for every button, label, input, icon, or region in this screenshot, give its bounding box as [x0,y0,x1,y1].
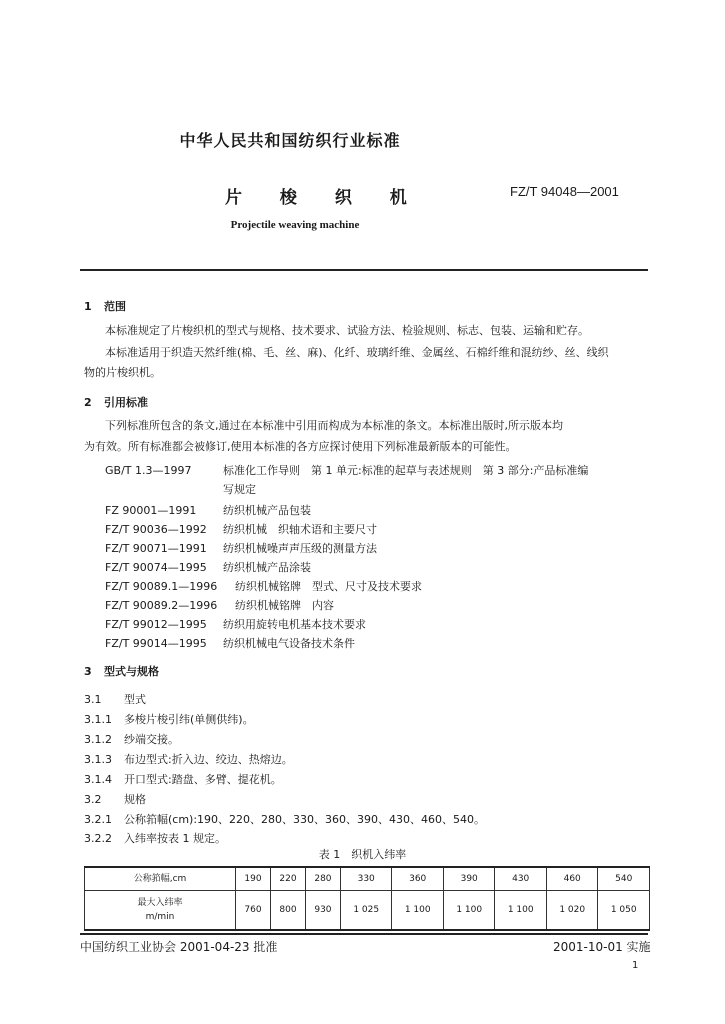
section-title: 型式与规格 [104,665,159,678]
table-cell: 1 100 [495,891,547,931]
reference-title: 纺织机械 织轴术语和主要尺寸 [223,523,377,536]
clause-number: 3.1.1 [84,713,112,726]
section-2-heading [84,394,148,410]
implementation-date: 2001-10-01 实施 [553,940,651,954]
clause-text: 入纬率按表 1 规定。 [124,832,226,845]
table-cell: 540 [598,867,650,891]
reference-title-cont: 写规定 [223,483,256,496]
reference-title: 纺织机械铭牌 型式、尺寸及技术要求 [235,580,422,593]
table-cell: 1 050 [598,891,650,931]
table-cell: 430 [495,867,547,891]
reference-title: 纺织机械电气设备技术条件 [223,637,355,650]
clause-text: 公称筘幅(cm):190、220、280、330、360、390、430、460、540。 [124,813,486,826]
table-cell: 330 [340,867,392,891]
section-title: 范围 [104,300,126,313]
table-row [85,867,650,891]
table-cell: 390 [443,867,495,891]
table-row [85,891,650,931]
table-cell: 190 [236,867,271,891]
reference-code: FZ/T 99012—1995 [105,618,207,631]
table-cell: 1 100 [392,891,444,931]
clause-item [84,830,226,846]
reference-title: 纺织用旋转电机基本技术要求 [223,618,366,631]
clause-text: 型式 [124,693,146,706]
table-cell: 1 020 [546,891,598,931]
clause-number: 3.2.2 [84,832,112,845]
table-cell: 280 [305,867,340,891]
issuing-organization: 中华人民共和国纺织行业标准 [179,131,401,150]
clause-text: 规格 [124,793,146,806]
clause-number: 3.2 [84,793,102,806]
row-header-label: 最大入纬率 [137,898,183,908]
clause-item [84,791,146,807]
reference-title: 纺织机械产品涂装 [223,561,311,574]
row-header-unit: m/min [145,912,175,922]
section-2-paragraph-cont: 为有效。所有标准都会被修订,使用本标准的各方应探讨使用下列标准最新版本的可能性。 [84,440,517,453]
row-header [85,891,236,931]
table-cell: 800 [270,891,305,931]
reference-title: 纺织机械噪声声压级的测量方法 [223,542,377,555]
table-cell: 220 [270,867,305,891]
reference-code: FZ/T 90089.2—1996 [105,599,218,612]
table-cell: 360 [392,867,444,891]
clause-number: 3.1.2 [84,733,112,746]
section-title: 引用标准 [104,396,148,409]
reference-code: FZ/T 99014—1995 [105,637,207,650]
reference-code: FZ/T 90089.1—1996 [105,580,218,593]
english-title: Projectile weaving machine [230,219,360,231]
reference-code: FZ/T 90074—1995 [105,561,207,574]
weft-insertion-table [84,866,650,931]
clause-number: 3.1.4 [84,773,112,786]
table-cell: 460 [546,867,598,891]
clause-item [84,731,179,747]
clause-text: 纱端交接。 [124,733,179,746]
header-divider [80,269,648,271]
reference-code: GB/T 1.3—1997 [105,464,192,477]
section-number: 2 [84,396,92,409]
clause-text: 开口型式:踏盘、多臂、提花机。 [124,773,282,786]
clause-item [84,711,254,727]
reference-code: FZ/T 90071—1991 [105,542,207,555]
section-number: 1 [84,300,92,313]
reference-item [105,559,311,575]
document-title: 片 梭 织 机 [225,188,423,208]
reference-item [105,597,334,613]
clause-number: 3.2.1 [84,813,112,826]
reference-item [105,521,377,537]
reference-item [105,540,377,556]
table-cell: 1 025 [340,891,392,931]
reference-title: 纺织机械铭牌 内容 [235,599,334,612]
page-number: 1 [632,960,639,971]
table-cell: 1 100 [443,891,495,931]
row-header: 公称筘幅,cm [85,867,236,891]
clause-number: 3.1.3 [84,753,112,766]
table-cell: 930 [305,891,340,931]
standard-number: FZ/T 94048—2001 [510,184,619,199]
reference-code: FZ/T 90036—1992 [105,523,207,536]
table-caption: 表 1 织机入纬率 [318,848,407,861]
clause-text: 布边型式:折入边、绞边、热熔边。 [124,753,293,766]
section-3-heading [84,663,159,679]
reference-item [105,616,366,632]
clause-item [84,751,293,767]
reference-item [105,635,355,651]
clause-item [84,811,485,827]
section-1-paragraph-1: 本标准规定了片梭织机的型式与规格、技术要求、试验方法、检验规则、标志、包装、运输和贮存。 [105,324,589,337]
section-1-heading [84,298,126,314]
section-2-paragraph: 下列标准所包含的条文,通过在本标准中引用而构成为本标准的条文。本标准出版时,所示版本均 [105,419,563,432]
clause-item [84,691,146,707]
table-cell: 760 [236,891,271,931]
reference-title: 纺织机械产品包装 [223,504,311,517]
reference-item [105,578,422,594]
approval-note: 中国纺织工业协会 2001-04-23 批准 [80,940,278,954]
section-1-paragraph-2: 本标准适用于织造天然纤维(棉、毛、丝、麻)、化纤、玻璃纤维、金属丝、石棉纤维和混纺纱、丝、线织 [105,346,609,359]
clause-text: 多梭片梭引纬(单侧供纬)。 [124,713,254,726]
section-1-paragraph-2-cont: 物的片梭织机。 [84,366,161,379]
reference-title: 标准化工作导则 第 1 单元:标准的起草与表述规则 第 3 部分:产品标准编 [223,464,589,477]
reference-code: FZ 90001—1991 [105,504,197,517]
clause-item [84,771,282,787]
section-number: 3 [84,665,92,678]
reference-item [105,502,311,518]
clause-number: 3.1 [84,693,102,706]
footer-divider [80,933,648,935]
reference-item [105,462,588,478]
